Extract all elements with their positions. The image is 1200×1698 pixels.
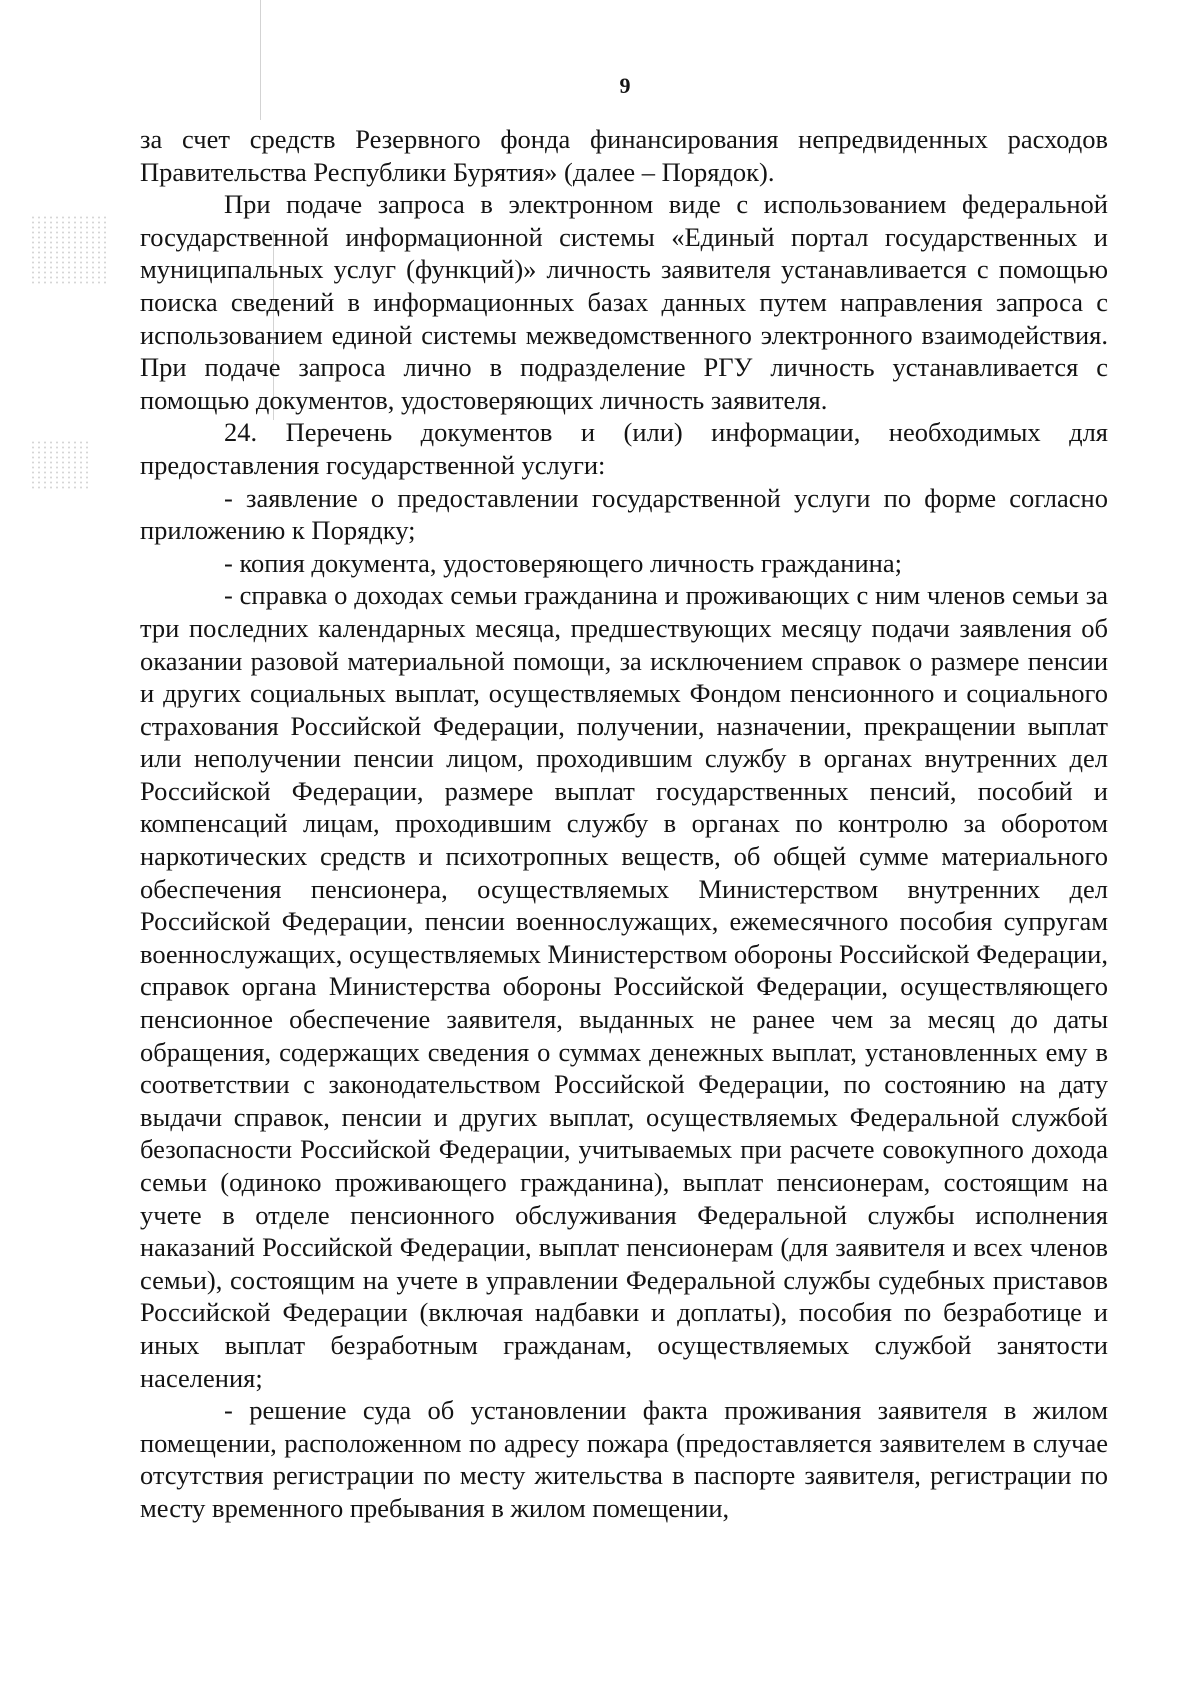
- paragraph: за счет средств Резервного фонда финансирования непредвиденных расходов Правительства Республики Бурятия» (далее – Порядок).: [140, 124, 1108, 187]
- list-item: - справка о доходах семьи гражданина и проживающих с ним членов семьи за три последних календарных месяца, предшествующих месяцу подачи заявления об оказании разовой материальной помощи, за исключением справок о размере пенсии и других социальных выплат, осуществляемых Фондом пенсионного и социального страхования Российской Федерации, получении, назначении, прекращении выплат или неполучении пенсии лицом, проходившим службу в органах внутренних дел Российской Федерации, размере выплат государственных пенсий, пособий и компенсаций лицам, проходившим службу в органах по контролю за оборотом наркотических средств и психотропных веществ, об общей сумме материального обеспечения пенсионера, осуществляемых Министерством внутренних дел Российской Федерации, пенсии военнослужащих, ежемесячного пособия супругам военнослужащих, осуществляемых Министерством обороны Российской Федерации, справок органа Министерства обороны Российской Федерации, осуществляющего пенсионное обеспечение заявителя, выданных не ранее чем за месяц до даты обращения, содержащих сведения о суммах денежных выплат, установленных ему в соответствии с законодательством Российской Федерации, по состоянию на дату выдачи справок, пенсии и других выплат, осуществляемых Федеральной службой безопасности Российской Федерации, учитываемых при расчете совокупного дохода семьи (одиноко проживающего гражданина), выплат пенсионерам, состоящим на учете в отделе пенсионного обслуживания Федеральной службы исполнения наказаний Российской Федерации, выплат пенсионерам (для заявителя и всех членов семьи), состоящим на учете в управлении Федеральной службы судебных приставов Российской Федерации (включая надбавки и доплаты), пособия по безработице и иных выплат безработным гражданам, осуществляемых службой занятости населения;: [140, 580, 1108, 1393]
- list-item: - решение суда об установлении факта проживания заявителя в жилом помещении, расположенном по адресу пожара (предоставляется заявителем в случае отсутствия регистрации по месту жительства в паспорте заявителя, регистрации по месту временного пребывания в жилом помещении,: [140, 1395, 1108, 1523]
- paragraph: При подаче запроса в электронном виде с использованием федеральной государственной информационной системы «Единый портал государственных и муниципальных услуг (функций)» личность заявителя устанавливается с помощью поиска сведений в информационных базах данных путем направления запроса с использованием единой системы межведомственного электронного взаимодействия. При подаче запроса лично в подразделение РГУ личность устанавливается с помощью документов, удостоверяющих личность заявителя.: [140, 189, 1108, 415]
- list-item: - копия документа, удостоверяющего личность гражданина;: [224, 547, 902, 578]
- scan-artifact: [30, 440, 90, 490]
- document-body: [140, 123, 1108, 1525]
- scan-artifact: [30, 215, 110, 285]
- page-number: 9: [619, 73, 631, 98]
- paragraph: 24. Перечень документов и (или) информации, необходимых для предоставления государственной услуги:: [140, 417, 1108, 480]
- list-item: - заявление о предоставлении государственной услуги по форме согласно приложению к Порядку;: [140, 482, 1108, 546]
- scan-artifact: [260, 0, 261, 120]
